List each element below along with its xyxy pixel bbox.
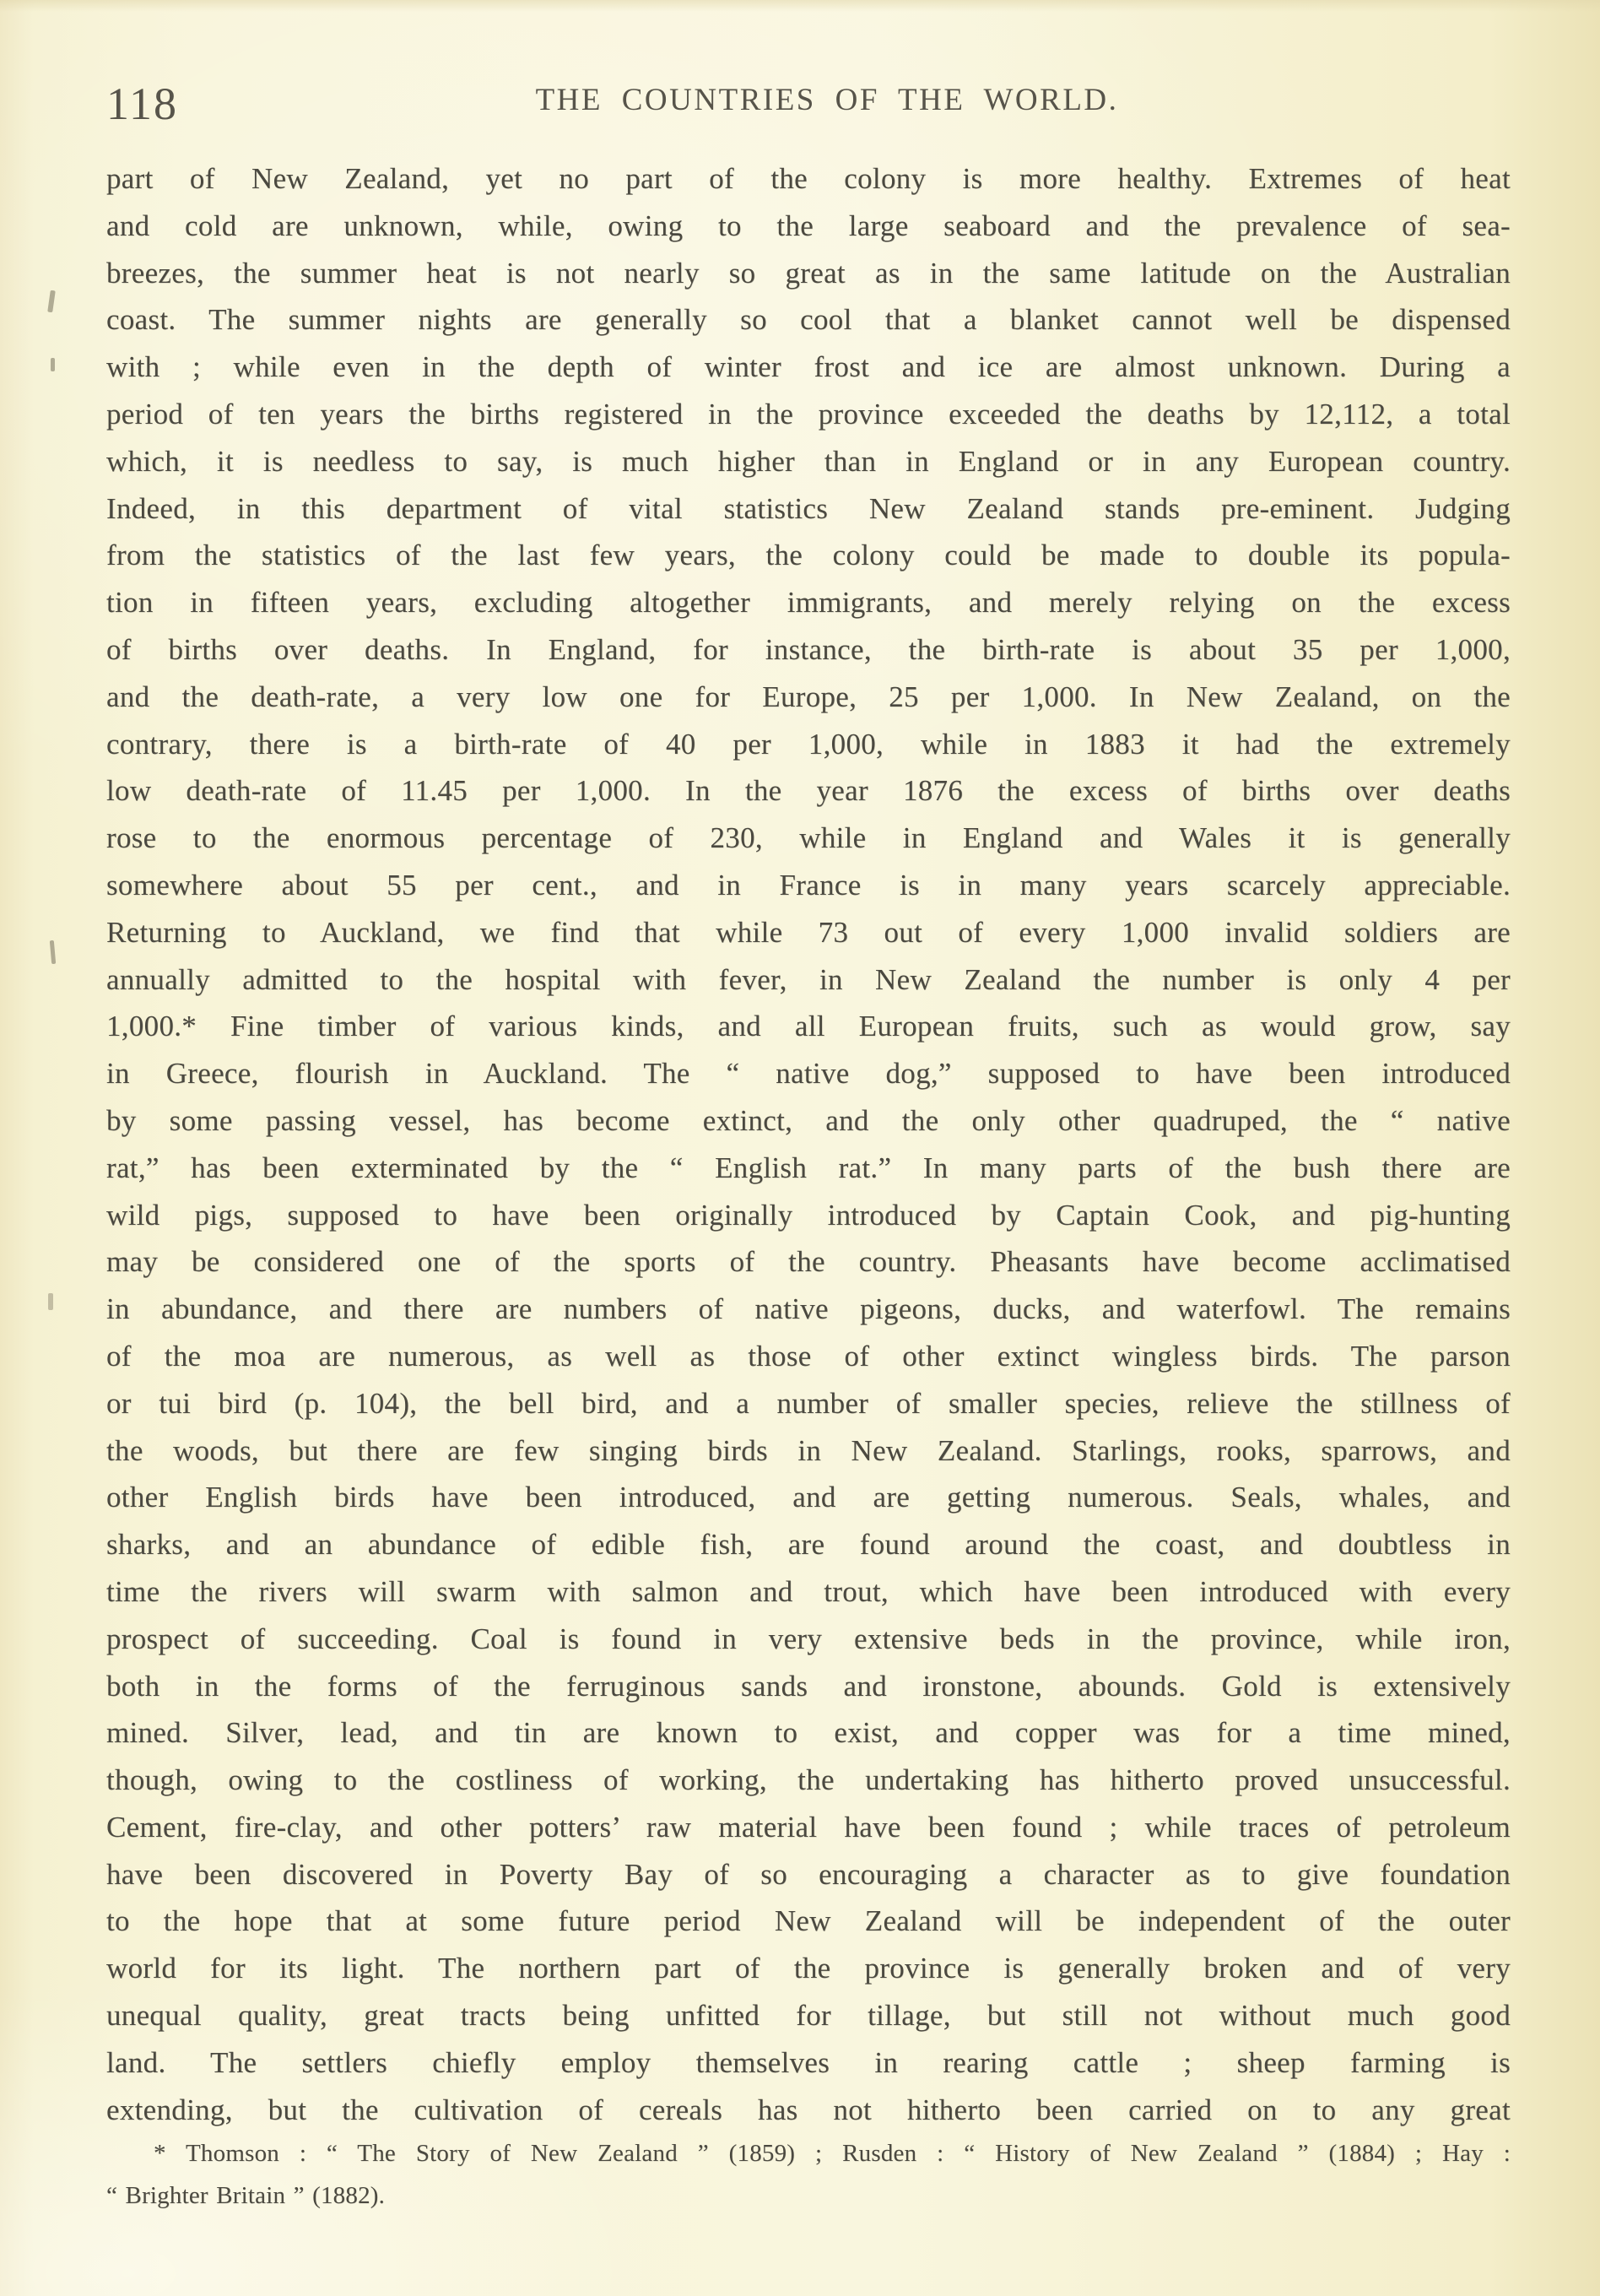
body-text-line: land. The settlers chiefly employ themselves in rearing cattle ; sheep farming is — [106, 2045, 1511, 2079]
body-text-line: Cement, fire-clay, and other potters’ raw material have been found ; while traces of petroleum — [106, 1810, 1511, 1844]
body-text-line: which, it is needless to say, is much higher than in England or in any European country. — [106, 444, 1511, 478]
body-text-line: sharks, and an abundance of edible fish, are found around the coast, and doubtless in — [106, 1528, 1511, 1562]
body-text-line: with ; while even in the depth of winter frost and ice are almost unknown. During a — [106, 350, 1511, 384]
body-text-line: other English birds have been introduced, and are getting numerous. Seals, whales, and — [106, 1481, 1511, 1514]
body-text-line: and cold are unknown, while, owing to the large seaboard and the prevalence of sea- — [106, 208, 1511, 242]
body-text-line: extending, but the cultivation of cereals has not hitherto been carried on to any great — [106, 2093, 1511, 2126]
body-text-line: by some passing vessel, has become extinct, and the only other quadruped, the “ native — [106, 1103, 1511, 1137]
body-text-line: prospect of succeeding. Coal is found in very extensive beds in the province, while iron, — [106, 1622, 1511, 1655]
body-text — [106, 155, 1511, 2133]
body-text-line: low death-rate of 11.45 per 1,000. In the year 1876 the excess of births over deaths — [106, 774, 1511, 808]
scan-artifact — [51, 358, 55, 371]
body-text-line: both in the forms of the ferruginous sands and ironstone, abounds. Gold is extensively — [106, 1669, 1511, 1703]
body-text-line: tion in fifteen years, excluding altogether immigrants, and merely relying on the excess — [106, 586, 1511, 620]
body-text-line: 1,000.* Fine timber of various kinds, and all European fruits, such as would grow, say — [106, 1010, 1511, 1043]
body-text-line: and the death-rate, a very low one for Europe, 25 per 1,000. In New Zealand, on the — [106, 680, 1511, 713]
body-text-line: of births over deaths. In England, for instance, the birth-rate is about 35 per 1,000, — [106, 632, 1511, 666]
body-text-line: in Greece, flourish in Auckland. The “ native dog,” supposed to have been introduced — [106, 1057, 1511, 1091]
body-text-line: rat,” has been exterminated by the “ English rat.” In many parts of the bush there are — [106, 1151, 1511, 1184]
body-text-line: from the statistics of the last few years, the colony could be made to double its popula- — [106, 539, 1511, 572]
body-text-line: Returning to Auckland, we find that while 73 out of every 1,000 invalid soldiers are — [106, 915, 1511, 949]
body-text-line: of the moa are numerous, as well as those of other extinct wingless birds. The parson — [106, 1339, 1511, 1373]
body-text-line: part of New Zealand, yet no part of the colony is more healthy. Extremes of heat — [106, 162, 1511, 195]
body-text-line: time the rivers will swarm with salmon and trout, which have been introduced with every — [106, 1574, 1511, 1608]
body-text-line: breezes, the summer heat is not nearly so great as in the same latitude on the Australian — [106, 256, 1511, 290]
footnote-line: * Thomson : “ The Story of New Zealand ” (1859) ; Rusden : “ History of New Zealand ” (1884) ; Hay : — [154, 2140, 1511, 2167]
footnote-line: “ Brighter Britain ” (1882). — [106, 2182, 386, 2209]
body-text-line: coast. The summer nights are generally so cool that a blanket cannot well be dispensed — [106, 303, 1511, 337]
body-text-line: in abundance, and there are numbers of native pigeons, ducks, and waterfowl. The remains — [106, 1292, 1511, 1326]
body-text-line: rose to the enormous percentage of 230, while in England and Wales it is generally — [106, 821, 1511, 855]
body-text-line: have been discovered in Poverty Bay of so encouraging a character as to give foundation — [106, 1857, 1511, 1891]
body-text-line: contrary, there is a birth-rate of 40 per 1,000, while in 1883 it had the extremely — [106, 727, 1511, 761]
body-text-line: the woods, but there are few singing birds in New Zealand. Starlings, rooks, sparrows, and — [106, 1433, 1511, 1467]
body-text-line: Indeed, in this department of vital statistics New Zealand stands pre-eminent. Judging — [106, 491, 1511, 525]
body-text-line: unequal quality, great tracts being unfitted for tillage, but still not without much good — [106, 1999, 1511, 2033]
body-text-line: period of ten years the births registered in the province exceeded the deaths by 12,112, a total — [106, 397, 1511, 430]
scan-artifact — [50, 940, 56, 964]
body-text-line: annually admitted to the hospital with fever, in New Zealand the number is only 4 per — [106, 962, 1511, 996]
body-text-line: or tui bird (p. 104), the bell bird, and a number of smaller species, relieve the stillness of — [106, 1386, 1511, 1420]
body-text-line: though, owing to the costliness of working, the undertaking has hitherto proved unsuccessful. — [106, 1763, 1511, 1797]
scan-artifact — [47, 290, 56, 313]
body-text-line: world for its light. The northern part of the province is generally broken and of very — [106, 1952, 1511, 1985]
body-text-line: mined. Silver, lead, and tin are known to exist, and copper was for a time mined, — [106, 1716, 1511, 1750]
running-header: THE COUNTRIES OF THE WORLD. — [535, 83, 1119, 117]
scan-artifact — [48, 1293, 53, 1310]
footnote — [106, 2132, 1511, 2217]
body-text-line: may be considered one of the sports of the country. Pheasants have become acclimatised — [106, 1245, 1511, 1279]
body-text-line: wild pigs, supposed to have been originally introduced by Captain Cook, and pig-hunting — [106, 1198, 1511, 1232]
body-text-line: somewhere about 55 per cent., and in France is in many years scarcely appreciable. — [106, 868, 1511, 902]
page-number: 118 — [106, 79, 178, 129]
body-text-line: to the hope that at some future period New Zealand will be independent of the outer — [106, 1904, 1511, 1938]
